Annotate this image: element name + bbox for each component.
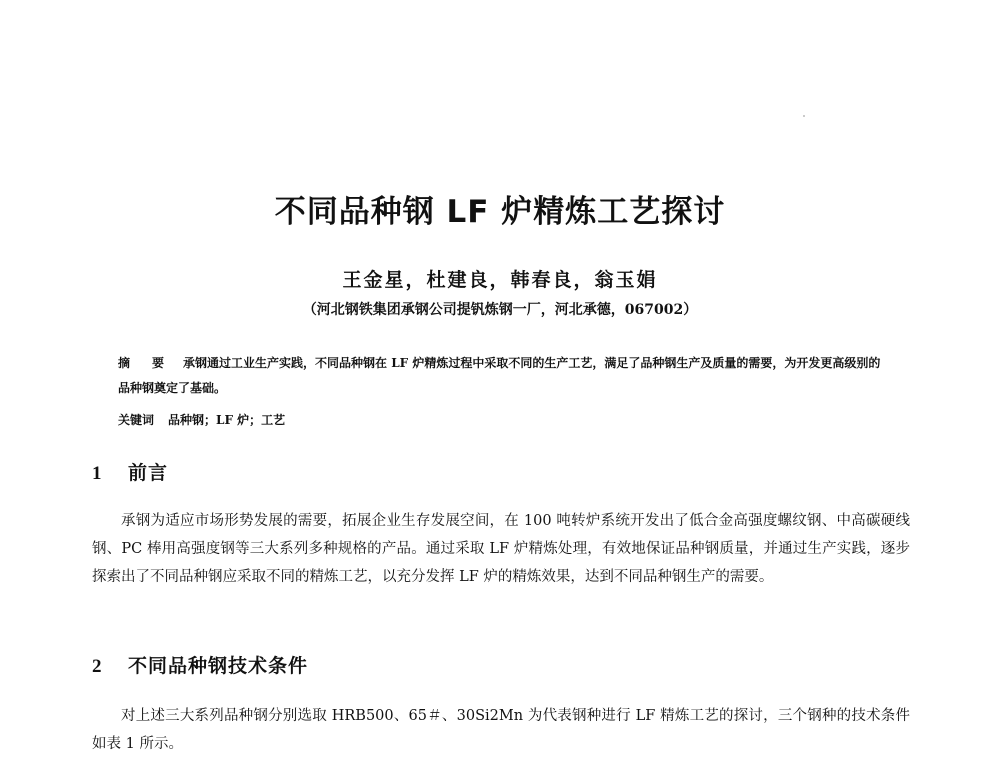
- abstract: [118, 351, 888, 401]
- section-heading-conditions: [92, 651, 308, 678]
- section-heading-intro: [92, 458, 168, 485]
- section-title: 不同品种钢技术条件: [128, 655, 309, 677]
- author-list: 王金星，杜建良，韩春良，翁玉娟: [342, 269, 658, 291]
- affiliation: （河北钢铁集团承钢公司提钒炼钢一厂，河北承德，067002）: [302, 302, 698, 318]
- keywords-label: 关键词: [118, 413, 155, 427]
- section-paragraph: 对上述三大系列品种钢分别选取 HRB500、65＃、30Si2Mn 为代表钢种进行 LF 精炼工艺的探讨，三个钢种的技术条件如表 1 所示。: [92, 708, 910, 752]
- keywords-text: 品种钢；LF 炉；工艺: [168, 413, 286, 427]
- scan-speck: [803, 115, 805, 117]
- abstract-label: 摘 要: [118, 356, 170, 370]
- section-number: 1: [92, 463, 103, 484]
- paper-title: 不同品种钢 LF 炉精炼工艺探讨: [274, 194, 726, 230]
- section-paragraph: 承钢为适应市场形势发展的需要，拓展企业生存发展空间，在 100 吨转炉系统开发出了低合金高强度螺纹钢、中高碳硬线钢、PC 棒用高强度钢等三大系列多种规格的产品。通过采取 LF 炉精炼处理，有效地保证品种钢质量，并通过生产实践，逐步探索出了不同品种钢应采取不同的精炼工艺，以充分发挥 LF 炉的精炼效果，达到不同品种钢生产的需要。: [92, 513, 910, 585]
- abstract-text: 承钢通过工业生产实践，不同品种钢在 LF 炉精炼过程中采取不同的生产工艺，满足了品种钢生产及质量的需要，为开发更高级别的品种钢奠定了基础。: [118, 356, 881, 395]
- section-number: 2: [92, 656, 103, 677]
- section-title: 前言: [128, 462, 169, 484]
- keywords: [118, 411, 285, 428]
